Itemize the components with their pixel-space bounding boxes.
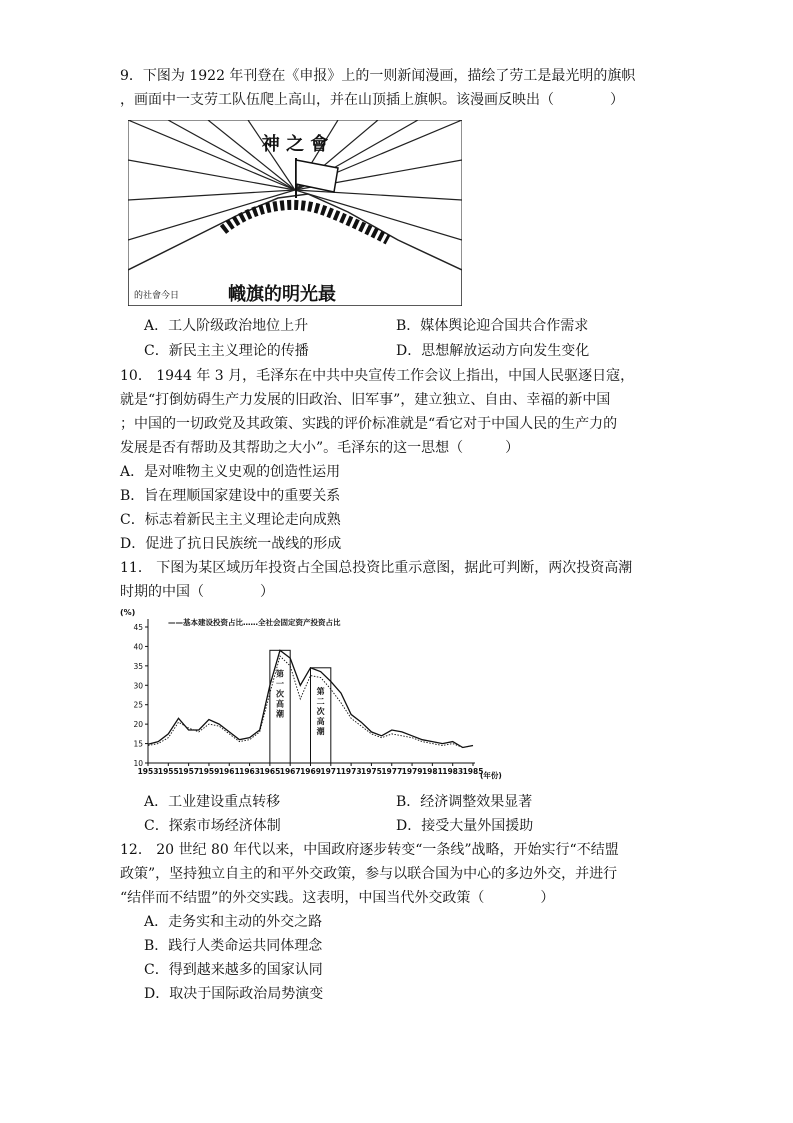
q12-option-d[interactable]: D．取决于国际政治局势演变 <box>144 986 324 1002</box>
chart-xlabel: (年份) <box>480 771 502 780</box>
chart-annotation-1-char: 高 <box>276 699 285 709</box>
chart-x-tick-label: 1953 <box>137 767 159 776</box>
chart-annotation-1-char: 潮 <box>276 709 285 719</box>
chart-x-tick-label: 1983 <box>442 767 464 776</box>
chart-y-tick-label: 30 <box>133 681 143 691</box>
chart-ylabel: (%) <box>120 608 136 617</box>
q10-stem-line-2: 就是“打倒妨碍生产力发展的旧政治、旧军事”，建立独立、自由、幸福的新中国 <box>120 392 611 408</box>
chart-x-tick-label: 1969 <box>300 767 321 776</box>
q12-option-a[interactable]: A．走务实和主动的外交之路 <box>144 914 323 930</box>
chart-y-tick-label: 40 <box>133 642 143 652</box>
q9-stem-line-2: ，画面中一支劳工队伍爬上高山，并在山顶插上旗帜。该漫画反映出（ ） <box>120 92 624 108</box>
cartoon-top-text: 神 之 會 <box>261 134 329 155</box>
q10-option-a[interactable]: A．是对唯物主义史观的创造性运用 <box>120 464 341 480</box>
q11-option-a[interactable]: A．工业建设重点转移 <box>144 794 281 810</box>
chart-legend: ——基本建设投资占比……全社会固定资产投资占比 <box>168 618 341 627</box>
q12-option-c[interactable]: C．得到越来越多的国家认同 <box>144 962 323 978</box>
chart-annotation-1-char: 第 <box>276 669 285 679</box>
chart-x-tick-label: 1975 <box>361 767 382 776</box>
q11-investment-chart <box>118 605 538 785</box>
chart-x-tick-label: 1957 <box>178 767 200 776</box>
chart-x-tick-label: 1963 <box>239 767 260 776</box>
q9-option-d[interactable]: D．思想解放运动方向发生变化 <box>396 343 590 359</box>
cartoon-side-text: 的社會今日 <box>134 291 180 301</box>
q12-stem-line-3: “结伴而不结盟”的外交实践。这表明，中国当代外交政策（ ） <box>120 890 555 906</box>
chart-x-tick-label: 1981 <box>421 767 443 776</box>
chart-y-tick-label: 15 <box>133 739 143 749</box>
cartoon-caption: 幟旗的明光最 <box>228 284 336 305</box>
q10-stem-line-3: ；中国的一切政党及其政策、实践的评价标准就是“看它对于中国人民的生产力的 <box>120 416 618 432</box>
chart-x-tick-label: 1955 <box>157 767 179 776</box>
chart-y-tick-label: 45 <box>133 623 143 632</box>
q11-stem-line-1: 11． 下图为某区域历年投资占全国总投资比重示意图，据此可判断，两次投资高潮 <box>120 560 633 576</box>
chart-y-tick-label: 20 <box>133 720 143 730</box>
q11-stem-line-2: 时期的中国（ ） <box>120 584 274 600</box>
q9-stem-line-1: 9．下图为 1922 年刊登在《申报》上的一则新闻漫画，描绘了劳工是最光明的旗帜 <box>120 68 636 84</box>
chart-y-tick-label: 25 <box>133 700 143 710</box>
chart-x-tick-label: 1959 <box>198 767 220 776</box>
q9-option-a[interactable]: A．工人阶级政治地位上升 <box>144 318 309 334</box>
chart-annotation-2-char: 潮 <box>316 726 325 736</box>
q11-option-d[interactable]: D．接受大量外国援助 <box>396 818 534 834</box>
chart-x-tick-label: 1961 <box>218 767 240 776</box>
q10-option-c[interactable]: C．标志着新民主主义理论走向成熟 <box>120 512 341 528</box>
q12-option-b[interactable]: B．践行人类命运共同体理念 <box>144 938 323 954</box>
chart-x-tick-label: 1971 <box>320 767 342 776</box>
chart-x-tick-label: 1965 <box>259 767 281 776</box>
chart-annotation-2-char: 次 <box>316 706 325 716</box>
chart-y-tick-label: 10 <box>133 759 143 768</box>
chart-plot-area <box>133 619 483 776</box>
chart-annotation-2-char: 高 <box>316 716 325 726</box>
q11-option-b[interactable]: B．经济调整效果显著 <box>396 794 533 810</box>
q10-stem-line-1: 10． 1944 年 3 月，毛泽东在中共中央宣传工作会议上指出，中国人民驱逐日寇， <box>120 368 635 384</box>
chart-x-tick-label: 1985 <box>462 767 484 776</box>
q12-stem-line-2: 政策”，坚持独立自主的和平外交政策，参与以联合国为中心的多边外交，并进行 <box>120 866 618 882</box>
q9-option-c[interactable]: C．新民主主义理论的传播 <box>144 343 309 359</box>
q9-option-b[interactable]: B．媒体舆论迎合国共合作需求 <box>396 318 589 334</box>
chart-annotation-2-char: 第 <box>316 686 325 696</box>
chart-y-tick-label: 35 <box>133 661 143 671</box>
chart-x-tick-label: 1973 <box>340 767 362 776</box>
chart-x-tick-label: 1979 <box>401 767 423 776</box>
chart-annotation-1-char: 一 <box>276 679 285 689</box>
q11-option-c[interactable]: C．探索市场经济体制 <box>144 818 281 834</box>
q10-stem-line-4: 发展是否有帮助及其帮助之大小”。毛泽东的这一思想（ ） <box>120 440 520 456</box>
chart-annotation-2-char: 二 <box>316 696 325 706</box>
q9-cartoon-image <box>128 120 462 306</box>
chart-annotation-1-char: 次 <box>276 689 285 699</box>
q10-option-b[interactable]: B．旨在理顺国家建设中的重要关系 <box>120 488 341 504</box>
q10-option-d[interactable]: D．促进了抗日民族统一战线的形成 <box>120 536 342 552</box>
q12-stem-line-1: 12． 20 世纪 80 年代以来，中国政府逐步转变“一条线”战略，开始实行“不结盟 <box>120 842 619 858</box>
chart-x-tick-label: 1967 <box>279 767 301 776</box>
chart-x-tick-label: 1977 <box>381 767 403 776</box>
